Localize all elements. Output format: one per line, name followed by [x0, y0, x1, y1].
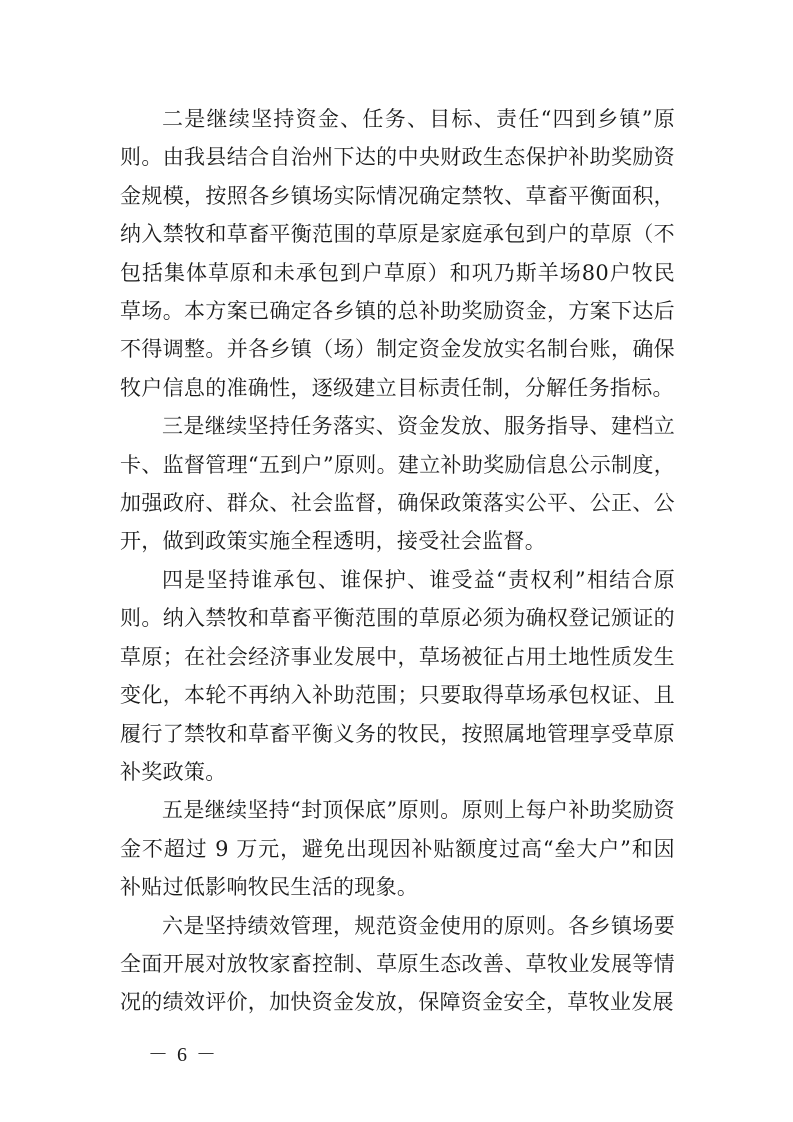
paragraph-three-principle: 三是继续坚持任务落实、资金发放、服务指导、建档立卡、监督管理“五到户”原则。建立补助奖励信息公示制度，加强政府、群众、社会监督，确保政策落实公平、公正、公开，做到政策实施全程透明，接受社会监督。	[120, 414, 675, 554]
paragraph-two-principle: 二是继续坚持资金、任务、目标、责任“四到乡镇”原则。由我县结合自治州下达的中央财政生态保护补助奖励资金规模，按照各乡镇场实际情况确定禁牧、草畜平衡面积，纳入禁牧和草畜平衡范围的草原是家庭承包到户的草原（不包括集体草原和未承包到户草原）和巩乃斯羊场80户牧民草场。本方案已确定各乡镇的总补助奖励资金，方案下达后不得调整。并各乡镇（场）制定资金发放实名制台账，确保牧户信息的准确性，逐级建立目标责任制，分解任务指标。	[120, 107, 675, 400]
document-body	[120, 100, 675, 1022]
paragraph-four-principle: 四是坚持谁承包、谁保护、谁受益“责权利”相结合原则。纳入禁牧和草畜平衡范围的草原必须为确权登记颁证的草原；在社会经济事业发展中，草场被征占用土地性质发生变化，本轮不再纳入补助范围；只要取得草场承包权证、且履行了禁牧和草畜平衡义务的牧民，按照属地管理享受草原补奖政策。	[120, 567, 675, 784]
paragraph-five-principle: 五是继续坚持“封顶保底”原则。原则上每户补助奖励资金不超过 9 万元，避免出现因补贴额度过高“垒大户”和因补贴过低影响牧民生活的现象。	[120, 798, 675, 900]
page-number: － 6 －	[148, 1044, 218, 1066]
paragraph-six-principle: 六是坚持绩效管理，规范资金使用的原则。各乡镇场要全面开展对放牧家畜控制、草原生态改善、草牧业发展等情况的绩效评价，加快资金发放，保障资金安全，草牧业发展	[120, 913, 675, 1015]
